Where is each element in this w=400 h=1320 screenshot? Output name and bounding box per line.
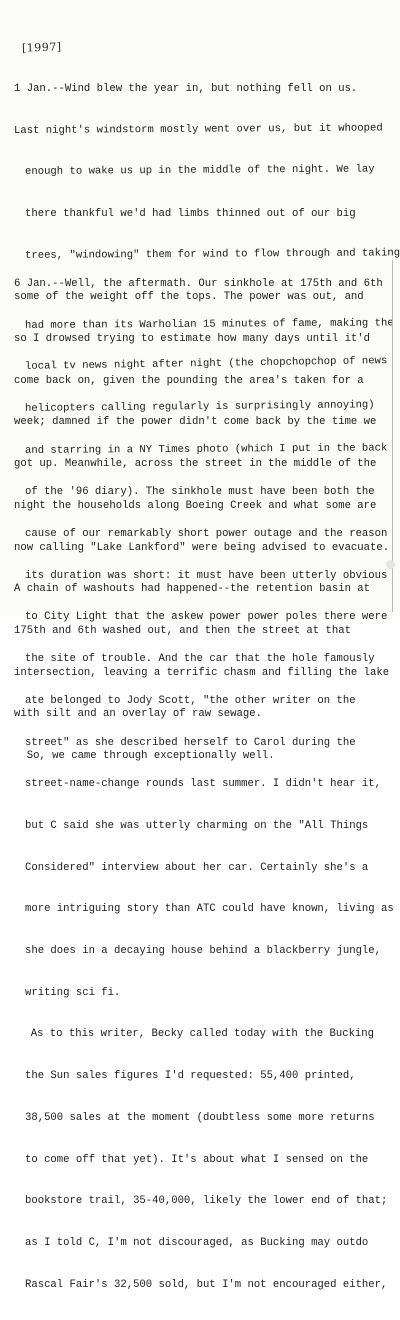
entry-line: she does in a decaying house behind a blackberry jungle, [25,945,382,958]
entry-line: some of the weight off the tops. The power was out, and [14,291,364,304]
entry-line: A chain of washouts had happened--the retention basin at [14,583,371,596]
entry-line: enough to wake us up in the middle of the night. We lay [24,163,375,179]
entry-line: 1 Jan.--Wind blew the year in, but nothing fell on us. [14,82,358,95]
entry-line: with silt and an overlay of raw sewage. [14,708,262,721]
entry-line: 175th and 6th washed out, and then the street at that [14,624,351,637]
entry-line: but C said she was utterly charming on the "All Things [25,819,369,832]
margin-line [392,260,396,612]
entry-line: now calling "Lake Lankford" were being advised to evacuate. [14,541,390,554]
entry-line: Last night's windstorm mostly went over us, but it whooped [13,121,383,137]
entry-line: street" as she described herself to Carol during the [25,736,356,749]
entry-line: and starring in a NY Times photo (which I put in the back [24,442,388,457]
entry-line: there thankful we'd had limbs thinned out of our big [25,207,356,220]
entry-line: had more than its Warholian 15 minutes of fame, making the [24,316,394,332]
diary-entry-jan-6 [14,250,394,1320]
entry-line: week; damned if the power didn't come back by the time we [14,416,377,429]
entry-line: got up. Meanwhile, across the street in the middle of the [14,458,377,471]
entry-line: as I told C, I'm not discouraged, as Bucking may outdo [25,1236,369,1249]
entry-line: So, we came through exceptionally well. [14,750,275,763]
entry-line: more intriguing story than ATC could have known, living as [25,903,394,916]
entry-line: the Sun sales figures I'd requested: 55,400 printed, [25,1070,356,1083]
entry-line: night the households along Boeing Creek and what some are [14,499,377,512]
entry-line: intersection, leaving a terrific chasm and filling the lake [14,666,390,679]
entry-line: local tv news night after night (the chopchopchop of news [24,355,388,374]
entry-line: As to this writer, Becky called today with the Bucking [18,1028,375,1041]
entry-line: cause of our remarkably short power outage and the reason [25,528,388,541]
entry-line: Considered" interview about her car. Certainly she's a [25,861,369,874]
entry-line: so I drowsed trying to estimate how many days until it'd [14,333,371,346]
entry-line: 6 Jan.--Well, the aftermath. Our sinkhole at 175th and 6th [14,277,383,290]
entry-line: its duration was short: it must have been utterly obvious [25,569,388,582]
entry-line: helicopters calling regularly is surprisingly annoying) [24,399,375,415]
page-blemish [386,560,395,569]
entry-line: of the '96 diary). The sinkhole must have been both the [25,486,375,499]
year-note: [1997] [21,40,62,55]
entry-line: bookstore trail, 35-40,000, likely the lower end of that; [25,1195,388,1208]
entry-line: to come off that yet). It's about what I sensed on the [25,1153,369,1166]
entry-line: ate belonged to Jody Scott, "the other writer on the [25,694,356,707]
entry-line: 38,500 sales at the moment (doubtless some more returns [25,1111,375,1124]
entry-line: writing sci fi. [25,986,121,999]
entry-line: Rascal Fair's 32,500 sold, but I'm not encouraged either, [25,1278,388,1291]
entry-line: trees, "windowing" them for wind to flow through and taking [24,246,400,262]
entry-line: come back on, given the pounding the area's taken for a [14,374,364,387]
entry-line: street-name-change rounds last summer. I didn't hear it, [25,778,382,791]
entry-line: to City Light that the askew power power poles there were [25,611,388,624]
entry-line: the site of trouble. And the car that the hole famously [25,653,375,666]
